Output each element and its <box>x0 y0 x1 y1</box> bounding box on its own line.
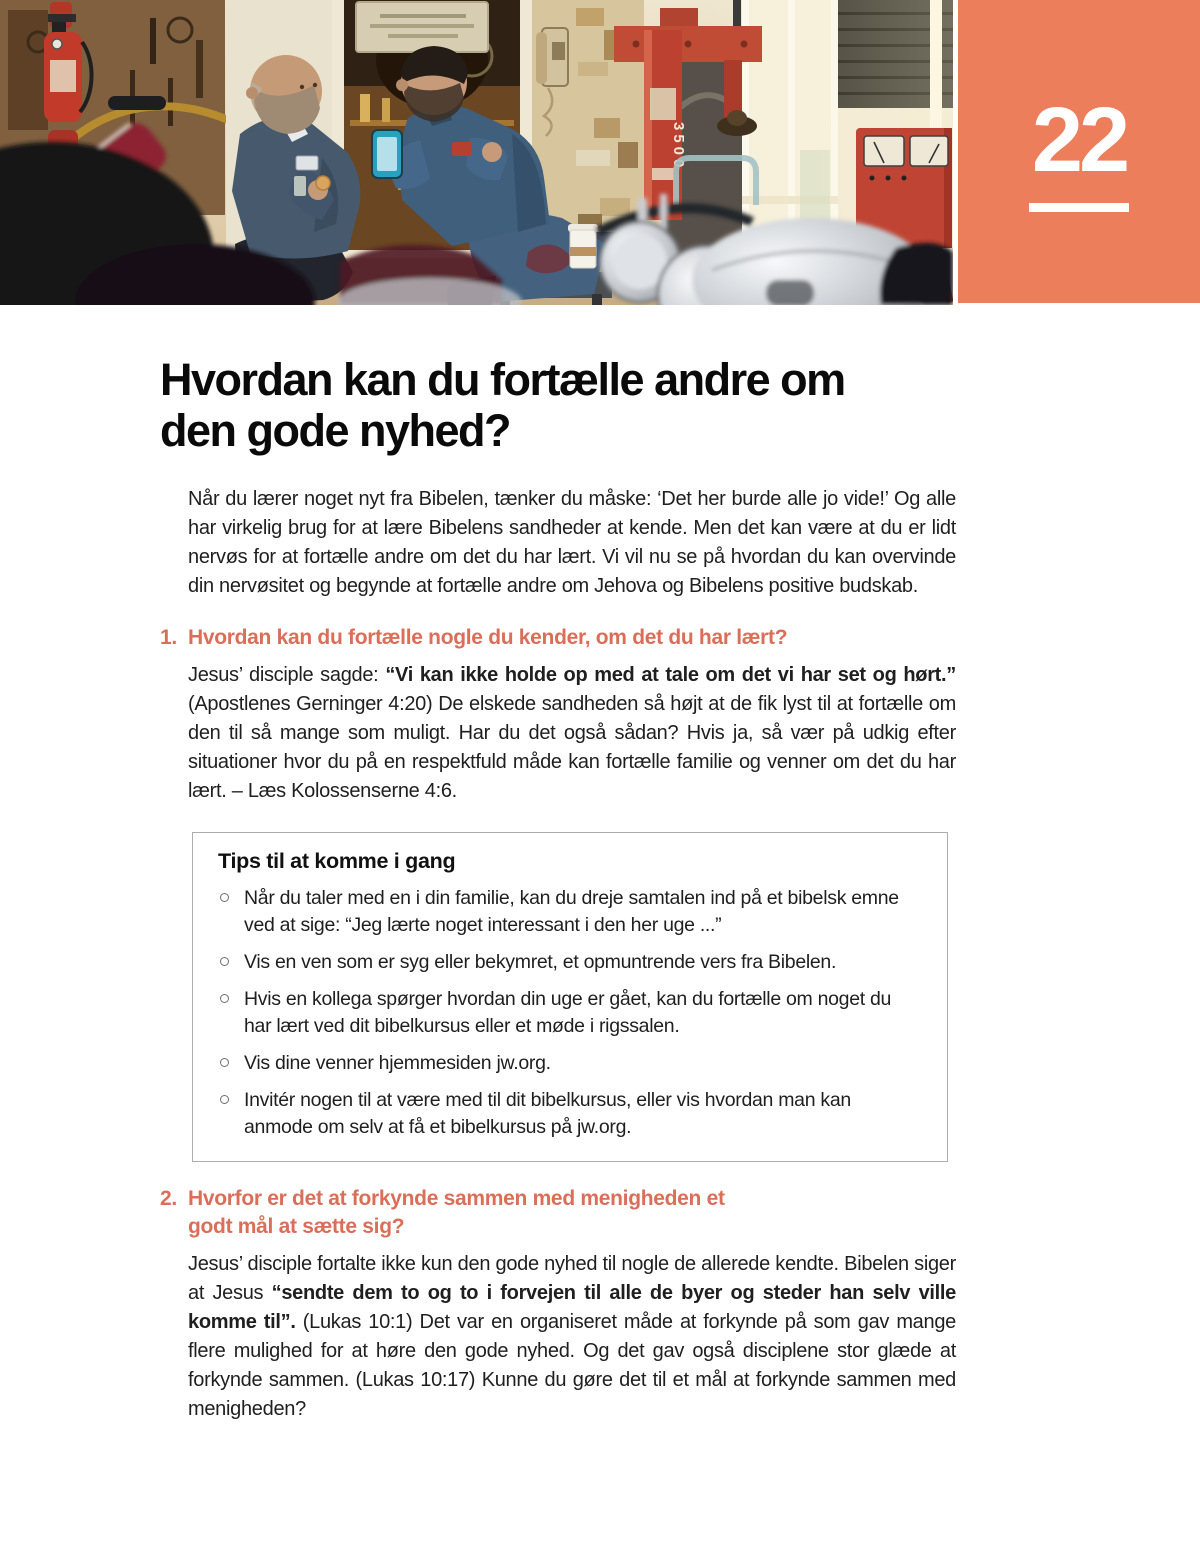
wall-plaque <box>356 2 488 52</box>
tips-list-item <box>218 1087 917 1141</box>
chapter-number-underline <box>1029 203 1129 212</box>
tips-list-item <box>218 986 917 1040</box>
paragraph-1 <box>188 661 956 806</box>
question-2-heading <box>160 1185 1200 1241</box>
tips-list-item <box>218 1050 917 1077</box>
chapter-photo <box>0 0 953 305</box>
tips-list <box>218 885 917 1141</box>
paragraph-2-scripture-quote: “sendte dem to og to i forvejen til alle de byer og steder han selv ville komme til”. <box>188 1281 956 1333</box>
question-2-text: Hvorfor er det at forkynde sammen med menigheden et godt mål at sætte sig? <box>188 1186 725 1238</box>
page-title: Hvordan kan du fortælle andre om den gode nyhed? <box>160 354 845 457</box>
tips-item-text: Invitér nogen til at være med til dit bibelkursus, eller vis hvordan man kan anmode om selv at få et bibelkursus på jw.org. <box>244 1088 851 1138</box>
hero <box>0 0 1200 305</box>
chapter-number-badge <box>958 0 1200 303</box>
tips-item-text: Hvis en kollega spørger hvordan din uge er gået, kan du fortælle om noget du har lært ved dit bibelkursus eller et møde i rigssalen. <box>244 987 892 1037</box>
intro-paragraph: Når du lærer noget nyt fra Bibelen, tænker du måske: ‘Det her burde alle jo vide!’ Og alle har virkelig brug for at lære Bibelens sandheder at kende. Men det kan være at du er lidt nervøs for at fortælle andre om det du har lært. Vi vil nu se på hvordan du kan overvinde din nervøsitet og begynde at fortælle andre om Jehova og Bibelens positive budskab. <box>188 487 956 597</box>
tips-box <box>192 832 948 1162</box>
paragraph-2-rest: (Lukas 10:1) Det var en organiseret måde at forkynde på som gav mange flere mulighed for at høre den gode nyhed. Og det gav også disciplene stor glæde at forkynde sammen. (Lukas 10:17) Kunne du gøre det til et mål at forkynde sammen med menigheden? <box>188 1310 956 1420</box>
question-1-number: 1. <box>160 625 177 649</box>
article-content <box>0 354 1200 1424</box>
question-2-number: 2. <box>160 1186 177 1210</box>
tips-item-text: Når du taler med en i din familie, kan du dreje samtalen ind på et bibelsk emne ved at sige: “Jeg lærte noget interessant i den her uge ...” <box>244 886 899 936</box>
bullet-circle-icon <box>220 994 229 1003</box>
tips-box-title: Tips til at komme i gang <box>218 848 456 873</box>
lift-capacity-label: 3500 <box>670 122 687 172</box>
bullet-circle-icon <box>220 1095 229 1104</box>
tips-list-item <box>218 949 917 976</box>
bullet-circle-icon <box>220 957 229 966</box>
paragraph-1-rest: (Apostlenes Gerninger 4:20) De elskede sandheden så højt at de fik lyst til at fortælle om den til så mange som muligt. Har du det også sådan? Hvis ja, så vær på udkig efter situationer hvor du på en respektfuld måde kan fortælle familie og venner om det du har lært. – Læs Kolossenserne 4:6. <box>188 692 956 802</box>
chapter-number: 22 <box>1031 88 1127 191</box>
bullet-circle-icon <box>220 1058 229 1067</box>
tips-item-text: Vis dine venner hjemmesiden jw.org. <box>244 1051 551 1074</box>
question-1-text: Hvordan kan du fortælle nogle du kender, om det du har lært? <box>188 625 788 649</box>
tips-list-item <box>218 885 917 939</box>
paragraph-2 <box>188 1250 956 1424</box>
tips-item-text: Vis en ven som er syg eller bekymret, et opmuntrende vers fra Bibelen. <box>244 950 837 973</box>
paragraph-2-lead: Jesus’ disciple fortalte ikke kun den gode nyhed til nogle de allerede kendte. Bibelen siger at Jesus <box>188 1252 956 1304</box>
question-1-heading <box>160 624 1200 652</box>
paragraph-1-lead: Jesus’ disciple sagde: <box>188 663 386 686</box>
paragraph-1-scripture-quote: “Vi kan ikke holde op med at tale om det vi har set og hørt.” <box>385 663 956 686</box>
bullet-circle-icon <box>220 893 229 902</box>
smartphone <box>372 130 402 178</box>
